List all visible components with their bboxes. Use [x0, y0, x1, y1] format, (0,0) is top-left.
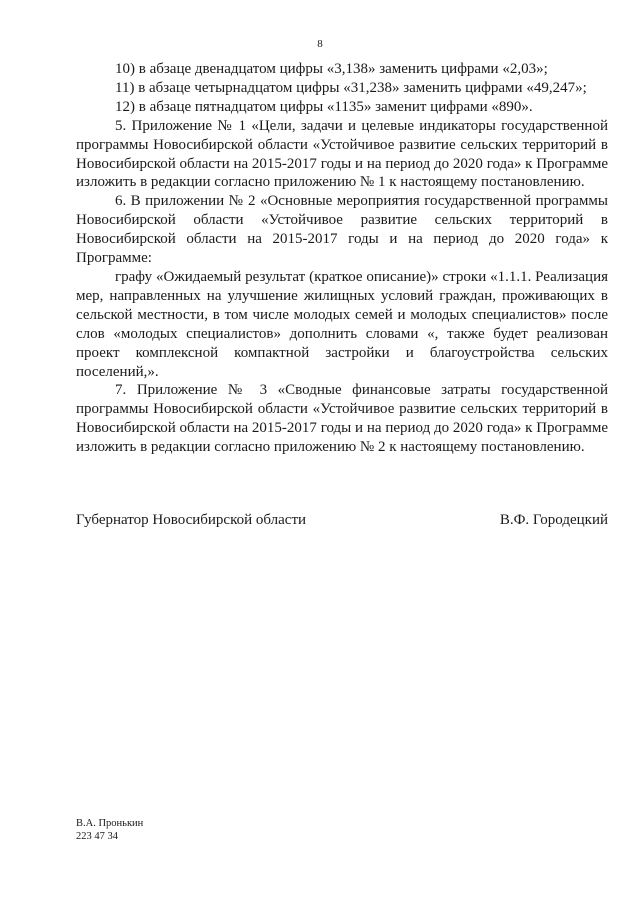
- paragraph-column-amendment: графу «Ожидаемый результат (краткое описание)» строки «1.1.1. Реализация мер, направленных на улучшение жилищных условий граждан, проживающих в сельской местности, в том числе молодых семей и молодых специалистов» после слов «молодых специалистов» дополнить словами «, также будет реализован проект комплексной компактной застройки и благоустройства сельских поселений,».: [76, 268, 608, 380]
- signatory-name: В.Ф. Городецкий: [499, 512, 608, 528]
- executor-name: В.А. Пронькин: [76, 818, 144, 829]
- paragraph-item-11: 11) в абзаце четырнадцатом цифры «31,238» заменить цифрами «49,247»;: [115, 79, 587, 96]
- page-number: 8: [317, 38, 323, 50]
- paragraph-point-6: 6. В приложении № 2 «Основные мероприятия государственной программы Новосибирской области «Устойчивое развитие сельских территорий в Новосибирской области на 2015-2017 годы и на период до 2020 года» к Программе:: [76, 193, 608, 267]
- executor-note: [76, 818, 143, 843]
- document-body: [76, 60, 608, 457]
- paragraph-item-10: 10) в абзаце двенадцатом цифры «3,138» заменить цифрами «2,03»;: [115, 61, 548, 77]
- paragraph-point-7: 7. Приложение № 3 «Сводные финансовые затраты государственной программы Новосибирской области «Устойчивое развитие сельских территорий в Новосибирской области на 2015-2017 годы и на период до 2020 года» к Программе изложить в редакции согласно приложению № 2 к настоящему постановлению.: [76, 382, 608, 456]
- paragraph-item-12: 12) в абзаце пятнадцатом цифры «1135» заменит цифрами «890».: [115, 98, 533, 115]
- paragraph-point-5: 5. Приложение № 1 «Цели, задачи и целевые индикаторы государственной программы Новосибирской области «Устойчивое развитие сельских территорий в Новосибирской области на 2015-2017 годы и на период до 2020 года» к Программе изложить в редакции согласно приложению № 1 к настоящему постановлению.: [76, 117, 608, 191]
- executor-phone: 223 47 34: [76, 830, 118, 842]
- signatory-title: Губернатор Новосибирской области: [76, 512, 307, 528]
